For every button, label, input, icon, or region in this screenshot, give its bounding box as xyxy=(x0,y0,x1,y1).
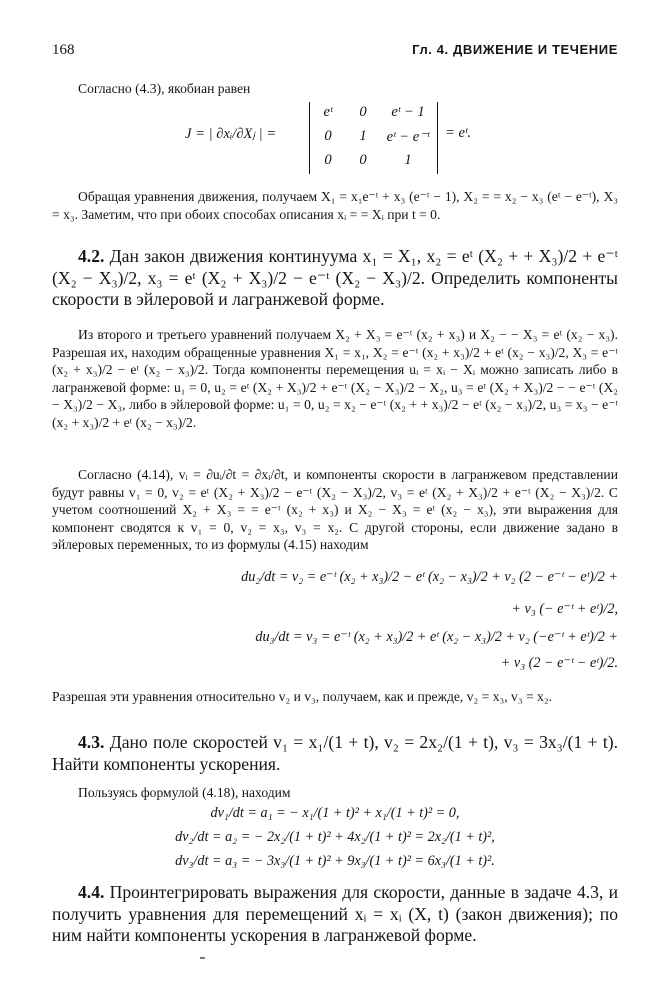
problem-text: Дано поле скоростей v₁ = x₁/(1 + t), v₂ = 2x₂/(1 + t), v₃ = 3x₃/(1 + t). Найти компоненты ускорения. xyxy=(52,732,618,774)
matrix-cell: 0 xyxy=(324,128,332,144)
problem-4-2 xyxy=(52,246,618,311)
matrix-cell: 1 xyxy=(404,152,412,168)
solution-4-2-paragraph-3: Разрешая эти уравнения относительно v₂ и v₃, получаем, как и прежде, v₂ = x₃, v₃ = x₂. xyxy=(52,689,552,704)
inverse-equations-paragraph: Обращая уравнения движения, получаем X₁ = x₁e⁻ᵗ + x₃ (e⁻ᵗ − 1), X₂ = = x₂ − x₃ (eᵗ − e⁻ᵗ), X₃ = x₃. Заметим, что при обоих способах описания xᵢ = = Xᵢ при t = 0. xyxy=(52,189,618,222)
matrix-right-bar xyxy=(437,102,438,174)
matrix-cell: 0 xyxy=(324,152,332,168)
solution-4-2-paragraph-2: Согласно (4.14), vᵢ = ∂uᵢ/∂t = ∂xᵢ/∂t, и компоненты скорости в лагранжевом представлении будут равны v₁ = 0, v₂ = eᵗ (X₂ + X₃)/2 − e⁻ᵗ (X₂ − X₃)/2, v₃ = eᵗ (X₂ + X₃)/2 + e⁻ᵗ (X₂ − X₃)/2. С учетом соотношений X₂ + X₃ = = e⁻ᵗ (x₂ + x₃) и X₂ − X₃ = eᵗ (x₂ − x₃), эти выражения для компонент сводятся к v₁ = 0, v₂ = x₃, v₃ = x₂. С другой стороны, если движение задано в эйлеровых переменных, то из формулы (4.15) находим xyxy=(52,467,618,553)
equation-du3-line-2: + v₃ (2 − e⁻ᵗ − eᵗ)/2. xyxy=(500,655,618,671)
equation-du2-line-1: du₂/dt = v₂ = e⁻ᵗ (x₂ + x₃)/2 − eᵗ (x₂ − x₃)/2 + v₂ (2 − e⁻ᵗ − eᵗ)/2 + xyxy=(241,569,618,585)
matrix-cell: 0 xyxy=(359,104,367,120)
problem-number: 4.2. xyxy=(78,246,105,266)
matrix-cell: 0 xyxy=(359,152,367,168)
equation-du2-line-2: + v₃ (− e⁻ᵗ + eᵗ)/2, xyxy=(511,601,618,617)
jacobian-rhs: = eᵗ. xyxy=(445,125,472,141)
problem-text: Дан закон движения континуума x₁ = X₁, x₂ = eᵗ (X₂ + + X₃)/2 + e⁻ᵗ (X₂ − X₃)/2, x₃ = eᵗ (X₂ + X₃)/2 − e⁻ᵗ (X₂ − X₃)/2. Определить компоненты скорости в эйлеровой и лагранжевой форме. xyxy=(52,246,618,309)
matrix-cell: 1 xyxy=(359,128,367,144)
intro-line: Согласно (4.3), якобиан равен xyxy=(78,81,251,96)
page-number: 168 xyxy=(52,42,75,58)
problem-4-4 xyxy=(52,882,618,947)
solution-4-3-intro: Пользуясь формулой (4.18), находим xyxy=(78,785,291,800)
solution-4-2-paragraph-1: Из второго и третьего уравнений получаем X₂ + X₃ = e⁻ᵗ (x₂ + x₃) и X₂ − − X₃ = eᵗ (x₂ − x₃). Разрешая их, находим обращенные уравнения X₁ = x₁, X₂ = e⁻ᵗ (x₂ + x₃)/2 + eᵗ (x₂ − x₃)/2, X₃ = e⁻ᵗ (x₂ + x₃)/2 − eᵗ (x₂ − x₃)/2. Тогда компоненты перемещения uᵢ = xᵢ − Xᵢ можно записать либо в лагранжевой форме: u₁ = 0, u₂ = eᵗ (X₂ + X₃)/2 + e⁻ᵗ (X₂ − X₃)/2 − X₂, u₃ = eᵗ (X₂ + X₃)/2 − − e⁻ᵗ (X₂ − X₃)/2 − X₃, либо в эйлеровой форме: u₁ = 0, u₂ = x₂ − e⁻ᵗ (x₂ + + x₃)/2 − eᵗ (x₂ − x₃)/2, u₃ = x₃ − e⁻ᵗ (x₂ + x₃)/2 + eᵗ (x₂ − x₃)/2. xyxy=(52,327,618,430)
matrix-cell: eᵗ xyxy=(323,104,333,120)
matrix-cell: eᵗ − 1 xyxy=(391,104,425,120)
problem-number: 4.4. xyxy=(78,882,105,902)
problem-number: 4.3. xyxy=(78,732,105,752)
jacobian-lhs: J = | ∂xᵢ/∂Xⱼ | = xyxy=(185,126,277,142)
equation-a2: dv₂/dt = a₂ = − 2x₂/(1 + t)² + 4x₂/(1 + t)² = 2x₂/(1 + t)², xyxy=(175,829,495,845)
equation-a1: dv₁/dt = a₁ = − x₁/(1 + t)² + x₁/(1 + t)² = 0, xyxy=(210,805,460,821)
equation-a3: dv₃/dt = a₃ = − 3x₃/(1 + t)² + 9x₃/(1 + t)² = 6x₃/(1 + t)². xyxy=(175,853,495,869)
running-head: Гл. 4. ДВИЖЕНИЕ И ТЕЧЕНИЕ xyxy=(412,42,618,57)
jacobian-equation xyxy=(185,100,485,178)
problem-text: Проинтегрировать выражения для скорости, данные в задаче 4.3, и получить уравнения для перемещений xᵢ = xᵢ (X, t) (закон движения); по ним найти компоненты ускорения в лагранжевой форме. xyxy=(52,882,618,945)
equation-du3-line-1: du₃/dt = v₃ = e⁻ᵗ (x₂ + x₃)/2 + eᵗ (x₂ − x₃)/2 + v₂ (−e⁻ᵗ + eᵗ)/2 + xyxy=(255,629,618,645)
matrix-cell: eᵗ − e⁻ᵗ xyxy=(386,129,430,145)
print-speck xyxy=(200,957,205,959)
problem-4-3 xyxy=(52,732,618,775)
